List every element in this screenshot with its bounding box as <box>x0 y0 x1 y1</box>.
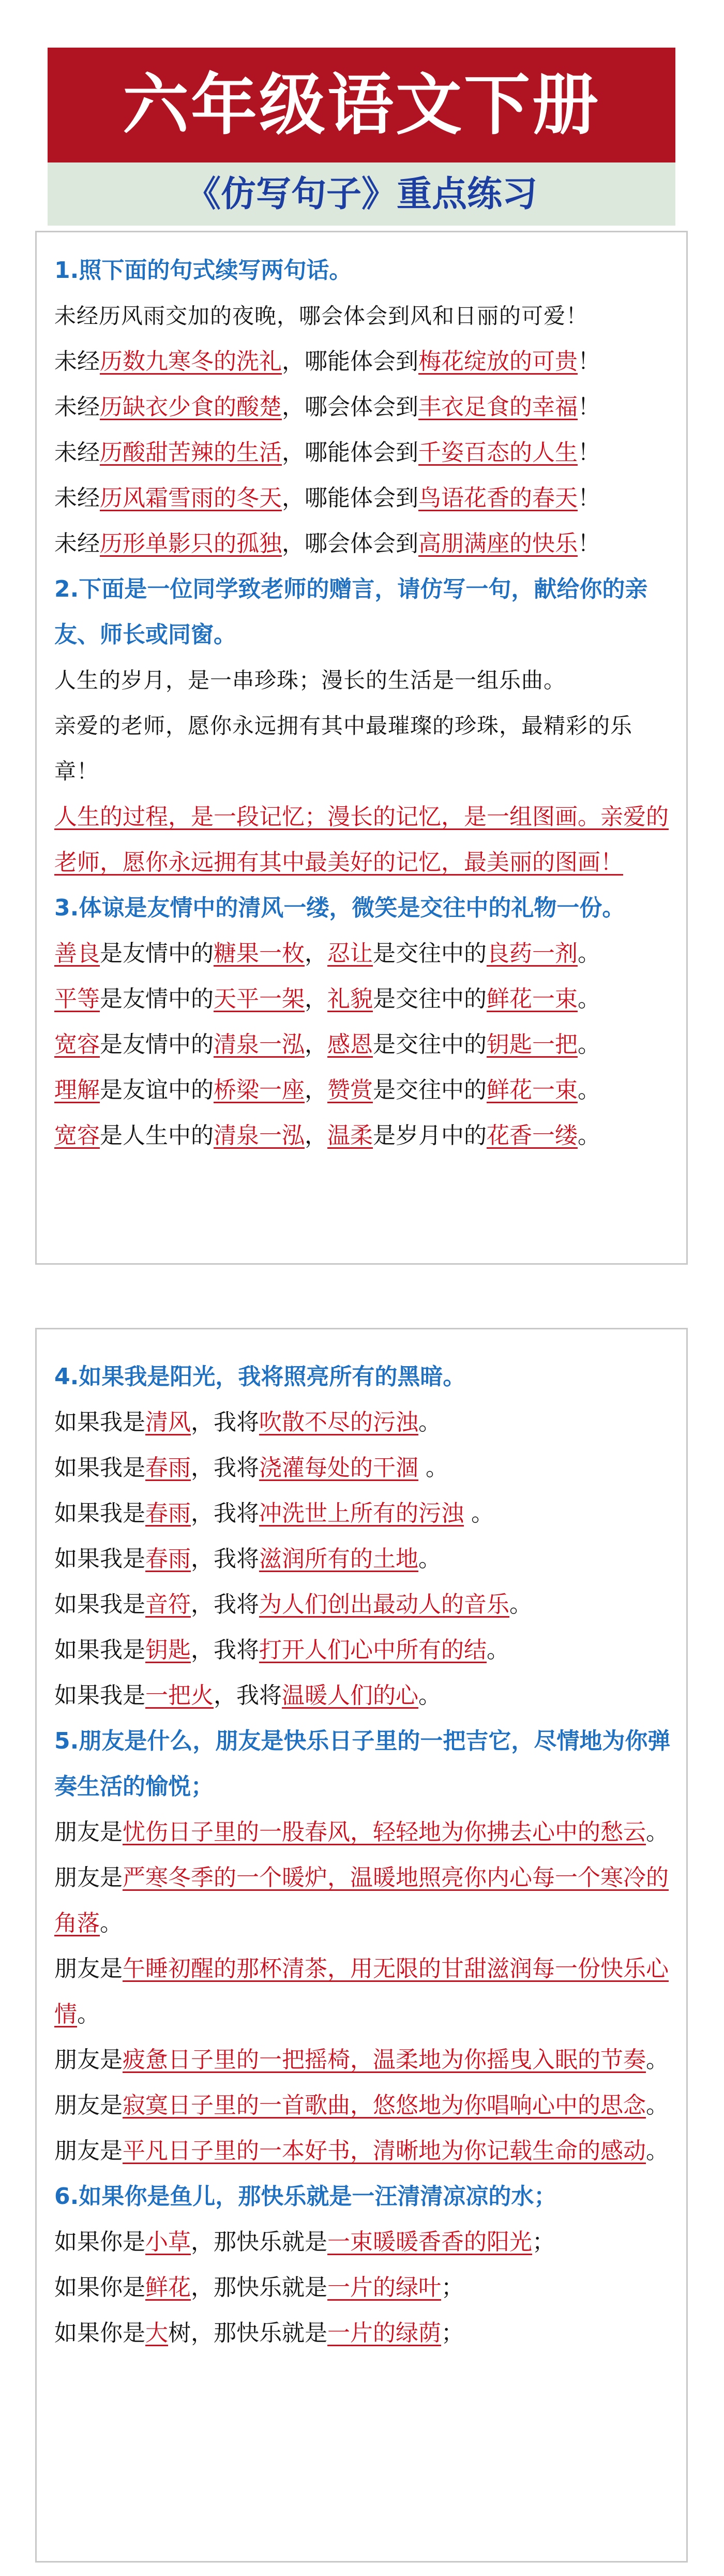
sentence-text: ，我将 <box>191 1591 259 1618</box>
answer-fill: 滋润所有的土地 <box>259 1546 418 1572</box>
answer-fill: 历数九寒冬的洗礼 <box>100 348 282 375</box>
sentence-text: ，我将 <box>191 1637 259 1663</box>
sentence-text: ， <box>305 1031 327 1058</box>
answer-fill: 历酸甜苦辣的生活 <box>100 439 282 466</box>
answer-fill: 清泉一泓 <box>214 1031 305 1058</box>
page-title: 六年级语文下册 <box>48 48 675 162</box>
sentence-text: 。 <box>418 1409 441 1435</box>
section-2-example-2: 亲爱的老师，愿你永远拥有其中最璀璨的珍珠，最精彩的乐章！ <box>54 713 633 784</box>
answer-fill: 冲洗世上所有的污浊 <box>259 1500 464 1527</box>
exercise-card-2 <box>35 1328 688 2563</box>
answer-fill: 鲜花一束 <box>487 986 578 1012</box>
answer-fill: 春雨 <box>145 1455 191 1481</box>
sentence-text: 如果我是 <box>54 1455 145 1481</box>
answer-fill: 春雨 <box>145 1500 191 1527</box>
answer-fill: 春雨 <box>145 1546 191 1572</box>
sentence-text: ，我将 <box>191 1455 259 1481</box>
answer-line <box>54 1400 671 1445</box>
answer-paragraph <box>54 2128 671 2174</box>
answer-fill: 礼貌 <box>327 986 373 1012</box>
answer-line <box>54 931 671 976</box>
answer-paragraph <box>54 2083 671 2128</box>
sentence-text: 是友情中的 <box>100 986 214 1012</box>
answer-paragraph <box>54 1855 671 1946</box>
answer-fill: 浇灌每处的干涸 <box>259 1455 418 1481</box>
answer-fill: 忍让 <box>327 940 373 967</box>
section-6-heading: 6.如果你是鱼儿，那快乐就是一汪清清凉凉的水； <box>54 2183 557 2210</box>
sentence-text: 朋友是 <box>54 1819 123 1845</box>
sentence-text: 。 <box>100 1910 123 1936</box>
answer-line <box>54 2219 671 2265</box>
sentence-text: 。 <box>77 2001 100 2027</box>
sentence-text: 朋友是 <box>54 2047 123 2073</box>
answer-fill: 小草 <box>145 2229 191 2255</box>
answer-fill: 寂寞日子里的一首歌曲，悠悠地为你唱响心中的思念 <box>123 2092 646 2119</box>
sentence-text: ，我将 <box>191 1409 259 1435</box>
answer-fill: 严寒冬季的一个暖炉，温暖地照亮你内心每一个寒冷的角落 <box>54 1864 669 1936</box>
sentence-text: 。 <box>464 1500 494 1527</box>
answer-fill: 音符 <box>145 1591 191 1618</box>
answer-fill: 钥匙一把 <box>487 1031 578 1058</box>
answer-paragraph <box>54 1810 671 1855</box>
sentence-text: ，哪能体会到 <box>282 485 418 511</box>
answer-line <box>54 476 671 521</box>
answer-fill: 一片的绿叶 <box>327 2274 441 2301</box>
answer-line <box>54 1673 671 1719</box>
answer-fill: 一束暖暖香香的阳光 <box>327 2229 532 2255</box>
sentence-text: 朋友是 <box>54 2138 123 2164</box>
section-1-answers <box>54 339 671 567</box>
sentence-text: ，我将 <box>191 1546 259 1572</box>
sentence-text: 。 <box>578 1031 600 1058</box>
sentence-text: 如果我是 <box>54 1591 145 1618</box>
sentence-text: ！ <box>578 394 600 420</box>
sentence-text: ，我将 <box>214 1682 282 1709</box>
answer-fill: 疲惫日子里的一把摇椅，温柔地为你摇曳入眠的节奏 <box>123 2047 646 2073</box>
answer-fill: 温柔 <box>327 1122 373 1149</box>
section-1-heading: 1.照下面的句式续写两句话。 <box>54 257 352 284</box>
sentence-text: 。 <box>646 2092 669 2119</box>
sentence-text: 是友情中的 <box>100 940 214 967</box>
sentence-text: ，哪会体会到 <box>282 530 418 557</box>
answer-fill: 为人们创出最动人的音乐 <box>259 1591 509 1618</box>
sentence-text: 。 <box>487 1637 509 1663</box>
section-3-answers <box>54 931 671 1159</box>
answer-fill: 清风 <box>145 1409 191 1435</box>
sentence-text: 是交往中的 <box>373 940 487 967</box>
sentence-text: 。 <box>646 2047 669 2073</box>
answer-fill: 历缺衣少食的酸楚 <box>100 394 282 420</box>
answer-line <box>54 1582 671 1627</box>
section-1-example: 未经历风雨交加的夜晚，哪会体会到风和日丽的可爱！ <box>54 303 589 329</box>
sentence-text: ！ <box>578 348 600 375</box>
sentence-text: ， <box>305 986 327 1012</box>
answer-line <box>54 2265 671 2311</box>
sentence-text: 如果我是 <box>54 1500 145 1527</box>
answer-fill: 平等 <box>54 986 100 1012</box>
sentence-text: 是友情中的 <box>100 1031 214 1058</box>
sentence-text: 如果我是 <box>54 1409 145 1435</box>
answer-paragraph <box>54 2037 671 2083</box>
sentence-text: 。 <box>578 1122 600 1149</box>
answer-fill: 鲜花 <box>145 2274 191 2301</box>
answer-fill: 宽容 <box>54 1122 100 1149</box>
sentence-text: ； <box>441 2274 464 2301</box>
sentence-text: 是交往中的 <box>373 1077 487 1103</box>
answer-fill: 丰衣足食的幸福 <box>418 394 578 420</box>
section-4-answers <box>54 1400 671 1719</box>
sentence-text: 是人生中的 <box>100 1122 214 1149</box>
sentence-text: 。 <box>578 1077 600 1103</box>
sentence-text: 如果你是 <box>54 2274 145 2301</box>
section-6-answers <box>54 2219 671 2356</box>
answer-fill: 千姿百态的人生 <box>418 439 578 466</box>
section-2-example-1: 人生的岁月，是一串珍珠；漫长的生活是一组乐曲。 <box>54 668 566 693</box>
answer-line <box>54 1445 671 1491</box>
sentence-text: ， <box>305 940 327 967</box>
sentence-text: 朋友是 <box>54 1956 123 1982</box>
answer-line <box>54 1536 671 1582</box>
sentence-text: 。 <box>646 2138 669 2164</box>
sentence-text: ，哪会体会到 <box>282 394 418 420</box>
sentence-text: 是交往中的 <box>373 986 487 1012</box>
sentence-text: 朋友是 <box>54 1864 123 1891</box>
answer-fill: 高朋满座的快乐 <box>418 530 578 557</box>
answer-paragraph <box>54 1946 671 2037</box>
sentence-text: 。 <box>578 986 600 1012</box>
answer-fill: 一把火 <box>145 1682 214 1709</box>
sentence-text: 。 <box>418 1682 441 1709</box>
answer-fill: 午睡初醒的那杯清茶，用无限的甘甜滋润每一份快乐心情 <box>54 1956 669 2027</box>
answer-line <box>54 339 671 384</box>
sentence-text: 如果我是 <box>54 1546 145 1572</box>
sentence-text: 如果我是 <box>54 1682 145 1709</box>
section-4-heading: 4.如果我是阳光，我将照亮所有的黑暗。 <box>54 1364 466 1390</box>
sentence-text: ，我将 <box>191 1500 259 1527</box>
answer-fill: 善良 <box>54 940 100 967</box>
sentence-text: ！ <box>578 485 600 511</box>
answer-fill: 历形单影只的孤独 <box>100 530 282 557</box>
answer-line <box>54 430 671 476</box>
answer-line <box>54 1491 671 1536</box>
answer-fill: 宽容 <box>54 1031 100 1058</box>
section-2-heading: 2.下面是一位同学致老师的赠言，请仿写一句，献给你的亲友、师长或同窗。 <box>54 576 648 648</box>
exercise-card-1 <box>35 231 688 1265</box>
sentence-text: 未经 <box>54 394 100 420</box>
sentence-text: ， <box>305 1077 327 1103</box>
answer-fill: 梅花绽放的可贵 <box>418 348 578 375</box>
sentence-text: ，那快乐就是 <box>191 2274 327 2301</box>
sentence-text: 是岁月中的 <box>373 1122 487 1149</box>
page-subtitle: 《仿写句子》重点练习 <box>48 162 675 226</box>
answer-line <box>54 384 671 430</box>
sentence-text: 。 <box>418 1455 448 1481</box>
answer-fill: 一片的绿荫 <box>327 2320 441 2346</box>
sentence-text: ，哪能体会到 <box>282 439 418 466</box>
sentence-text: 树，那快乐就是 <box>168 2320 327 2346</box>
answer-line <box>54 976 671 1022</box>
sentence-text: 。 <box>418 1546 441 1572</box>
sentence-text: 未经 <box>54 485 100 511</box>
answer-fill: 温暖人们的心 <box>282 1682 418 1709</box>
sentence-text: ，哪能体会到 <box>282 348 418 375</box>
answer-fill: 历风霜雪雨的冬天 <box>100 485 282 511</box>
answer-line <box>54 1113 671 1159</box>
answer-line <box>54 1022 671 1068</box>
answer-fill: 钥匙 <box>145 1637 191 1663</box>
sentence-text: 未经 <box>54 439 100 466</box>
sentence-text: 。 <box>509 1591 532 1618</box>
sentence-text: 朋友是 <box>54 2092 123 2119</box>
answer-fill: 感恩 <box>327 1031 373 1058</box>
section-5-heading: 5.朋友是什么，朋友是快乐日子里的一把吉它，尽情地为你弹奏生活的愉悦； <box>54 1728 671 1800</box>
answer-fill: 糖果一枚 <box>214 940 305 967</box>
answer-fill: 大 <box>145 2320 168 2346</box>
sentence-text: ； <box>532 2229 555 2255</box>
section-2-answer: 人生的过程，是一段记忆；漫长的记忆，是一组图画。亲爱的老师，愿你永远拥有其中最美好的记忆，最美丽的图画！ <box>54 804 669 876</box>
sentence-text: 如果你是 <box>54 2320 145 2346</box>
answer-line <box>54 1068 671 1113</box>
sentence-text: 是交往中的 <box>373 1031 487 1058</box>
sentence-text: ，那快乐就是 <box>191 2229 327 2255</box>
sentence-text: 未经 <box>54 530 100 557</box>
sentence-text: 如果你是 <box>54 2229 145 2255</box>
sentence-text: 是友谊中的 <box>100 1077 214 1103</box>
sentence-text: 未经 <box>54 348 100 375</box>
sentence-text: ， <box>305 1122 327 1149</box>
section-5-answers <box>54 1810 671 2174</box>
answer-fill: 鲜花一束 <box>487 1077 578 1103</box>
answer-fill: 鸟语花香的春天 <box>418 485 578 511</box>
sentence-text: 如果我是 <box>54 1637 145 1663</box>
answer-fill: 打开人们心中所有的结 <box>259 1637 487 1663</box>
answer-fill: 平凡日子里的一本好书，清晰地为你记载生命的感动 <box>123 2138 646 2164</box>
sentence-text: ！ <box>578 530 600 557</box>
sentence-text: ！ <box>578 439 600 466</box>
answer-fill: 忧伤日子里的一股春风，轻轻地为你拂去心中的愁云 <box>123 1819 646 1845</box>
sentence-text: 。 <box>578 940 600 967</box>
answer-line <box>54 521 671 567</box>
answer-fill: 赞赏 <box>327 1077 373 1103</box>
sentence-text: 。 <box>646 1819 669 1845</box>
answer-line <box>54 1627 671 1673</box>
answer-fill: 天平一架 <box>214 986 305 1012</box>
section-3-heading: 3.体谅是友情中的清风一缕，微笑是交往中的礼物一份。 <box>54 895 625 921</box>
answer-line <box>54 2311 671 2356</box>
answer-fill: 理解 <box>54 1077 100 1103</box>
answer-fill: 清泉一泓 <box>214 1122 305 1149</box>
answer-fill: 吹散不尽的污浊 <box>259 1409 418 1435</box>
answer-fill: 良药一剂 <box>487 940 578 967</box>
sentence-text: ； <box>441 2320 464 2346</box>
answer-fill: 花香一缕 <box>487 1122 578 1149</box>
answer-fill: 桥梁一座 <box>214 1077 305 1103</box>
